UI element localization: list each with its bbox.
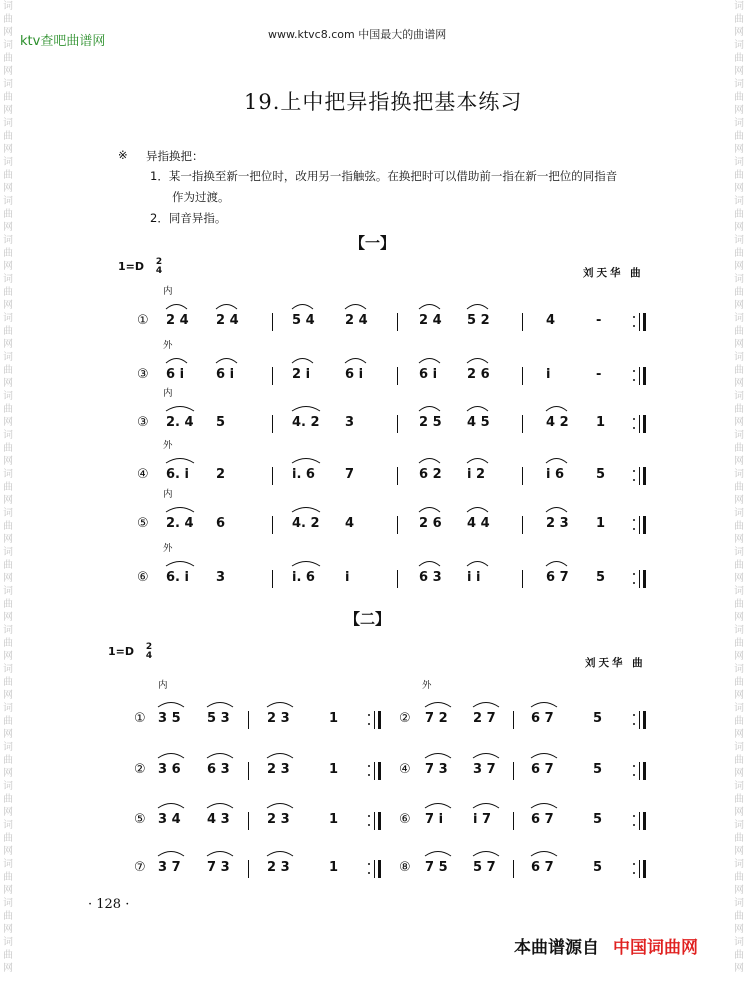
section2-note: 3 4 [158, 812, 181, 827]
time-bottom: 4 [155, 266, 163, 276]
site-label-left: ktv查吧曲谱网 [20, 34, 106, 49]
section1-note: i. 6 [292, 570, 315, 585]
barline [248, 762, 249, 780]
slur-tie [425, 703, 451, 708]
watermark-glyph: 词 曲 网 [734, 508, 744, 545]
slur-tie [207, 703, 233, 708]
slur-tie [207, 852, 233, 857]
note-item1-line2: 作为过渡。 [172, 190, 230, 204]
section2-note: 2 3 [267, 711, 290, 726]
section1-label: 【一】 [350, 234, 396, 252]
section1-note: 2. 4 [166, 415, 194, 430]
section1-note: i i [467, 570, 481, 585]
slur-tie [158, 852, 184, 857]
watermark-glyph: 词 曲 网 [734, 664, 744, 701]
section1-note: - [596, 313, 602, 328]
repeat-dot [633, 815, 635, 817]
watermark-glyph: 词 曲 网 [734, 79, 744, 116]
section2-note: 1 [329, 711, 339, 726]
barline [639, 860, 640, 878]
watermark-glyph: 词 曲 网 [3, 625, 13, 662]
section2-note: 7 5 [425, 860, 448, 875]
fingering-hint: 外 [163, 543, 173, 554]
barline [639, 711, 640, 729]
section1-note: 2. 4 [166, 516, 194, 531]
watermark-glyph: 词 曲 网 [3, 196, 13, 233]
watermark-glyph: 词 曲 网 [734, 898, 744, 935]
end-barline [643, 762, 646, 780]
watermark-glyph: 词 曲 网 [3, 274, 13, 311]
watermark-glyph: 词 曲 网 [734, 625, 744, 662]
section1-note: i 2 [467, 467, 486, 482]
section2-note: 1 [329, 860, 339, 875]
section2-note: 6 3 [207, 762, 230, 777]
repeat-dot [633, 824, 635, 826]
repeat-dot [633, 723, 635, 725]
watermark-glyph: 词 曲 网 [3, 664, 13, 701]
section2-note: 7 3 [425, 762, 448, 777]
watermark-glyph: 词 曲 网 [734, 352, 744, 389]
note-heading: 异指换把： [146, 149, 204, 163]
repeat-dot [368, 872, 370, 874]
watermark-glyph: 词 曲 网 [734, 430, 744, 467]
barline [374, 711, 375, 729]
time-bottom: 4 [145, 651, 153, 661]
section1-note: i. 6 [292, 467, 315, 482]
barline [374, 812, 375, 830]
watermark-glyph: 词 曲 网 [734, 703, 744, 740]
section1-note: i [345, 570, 350, 585]
fingering-hint: 外 [163, 440, 173, 451]
section2-note: 6 7 [531, 812, 554, 827]
section1-note: 6 [216, 516, 226, 531]
section2-note: 5 [593, 711, 603, 726]
barline [639, 812, 640, 830]
watermark-glyph: 词 曲 网 [3, 820, 13, 857]
slur-tie [531, 703, 557, 708]
fingering-hint: 内 [158, 680, 168, 691]
section1-note: 5 2 [467, 313, 490, 328]
section2-row-number-left: ⑦ [134, 860, 146, 875]
fingering-hint: 内 [163, 489, 173, 500]
watermark-glyph: 词 曲 网 [3, 859, 13, 896]
fingering-hint: 外 [163, 340, 173, 351]
section2-note: 2 7 [473, 711, 496, 726]
section1-note: 6 i [166, 367, 185, 382]
slur-tie [531, 754, 557, 759]
section1-note: 5 [216, 415, 226, 430]
section2-note: 5 [593, 812, 603, 827]
section2-note: i 7 [473, 812, 492, 827]
watermark-glyph: 词 曲 网 [3, 781, 13, 818]
repeat-dot [368, 765, 370, 767]
repeat-dot [633, 872, 635, 874]
section1-note: i [546, 367, 551, 382]
section1-note: 5 [596, 467, 606, 482]
watermark-glyph: 词 曲 网 [734, 1, 744, 38]
section2-note: 5 3 [207, 711, 230, 726]
watermark-glyph: 词 曲 网 [734, 469, 744, 506]
watermark-glyph: 词 曲 网 [734, 391, 744, 428]
section1-note: 2 4 [419, 313, 442, 328]
section1-note: 3 [216, 570, 226, 585]
section1-note: 4 4 [467, 516, 490, 531]
note-mark: ※ [118, 148, 128, 162]
barline [248, 860, 249, 878]
slur-tie [425, 852, 451, 857]
source-label: 本曲谱源自 [514, 938, 599, 958]
slur-tie [158, 703, 184, 708]
section2-note: 3 7 [473, 762, 496, 777]
watermark-glyph: 词 曲 网 [734, 820, 744, 857]
slur-tie [207, 804, 233, 809]
watermark-glyph: 词 曲 网 [3, 235, 13, 272]
section2-row-number-right: ⑥ [399, 812, 411, 827]
end-barline [378, 762, 381, 780]
repeat-dot [368, 723, 370, 725]
note-item1-line1: 1．某一指换至新一把位时，改用另一指触弦。在换把时可以借助前一指在新一把位的同指音 [150, 169, 618, 183]
section1-row-number: ③ [137, 367, 149, 382]
section1-note: 2 [216, 467, 226, 482]
section1-note: 6 3 [419, 570, 442, 585]
section1-note: 6 2 [419, 467, 442, 482]
watermark-glyph: 词 曲 网 [3, 391, 13, 428]
section2-note: 5 [593, 860, 603, 875]
watermark-glyph: 词 曲 网 [3, 430, 13, 467]
note-item2: 2．同音异指。 [150, 211, 227, 225]
slur-tie [473, 754, 499, 759]
watermark-glyph: 词 曲 网 [3, 742, 13, 779]
watermark-glyph: 词 曲 网 [3, 1, 13, 38]
section2-note: 1 [329, 812, 339, 827]
section1-note: 1 [596, 415, 606, 430]
watermark-glyph: 词 曲 网 [734, 937, 744, 974]
section1-composer: 刘天华 曲 [583, 267, 644, 279]
slur-tie [267, 754, 293, 759]
watermark-glyph: 词 曲 网 [3, 157, 13, 194]
section2-note: 6 7 [531, 860, 554, 875]
slur-tie [473, 852, 499, 857]
watermark-glyph: 词 曲 网 [3, 937, 13, 974]
section2-label: 【二】 [345, 610, 391, 628]
watermark-glyph: 词 曲 网 [734, 118, 744, 155]
section1-key: 1=D [118, 260, 145, 273]
watermark-glyph: 词 曲 网 [734, 157, 744, 194]
section1-note: 6 i [216, 367, 235, 382]
repeat-dot [633, 863, 635, 865]
section2-key: 1=D [108, 645, 135, 658]
fingering-hint: 内 [163, 388, 173, 399]
section1-note: 6. i [166, 467, 189, 482]
section2-row-number-right: ④ [399, 762, 411, 777]
watermark-glyph: 词 曲 网 [3, 898, 13, 935]
section1-note: 7 [345, 467, 355, 482]
section1-note: 1 [596, 516, 606, 531]
section1-note: 3 [345, 415, 355, 430]
section2-note: 2 3 [267, 860, 290, 875]
watermark-glyph: 词 曲 网 [3, 586, 13, 623]
end-barline [378, 711, 381, 729]
section2-row-number-left: ① [134, 711, 146, 726]
slur-tie [473, 703, 499, 708]
repeat-dot [633, 714, 635, 716]
watermark-glyph: 词 曲 网 [734, 586, 744, 623]
section2-note: 3 5 [158, 711, 181, 726]
watermark-glyph: 词 曲 网 [3, 469, 13, 506]
barline [248, 711, 249, 729]
section1-note: 6 i [419, 367, 438, 382]
slur-tie [158, 754, 184, 759]
time-top: 2 [155, 257, 163, 267]
section2-note: 7 2 [425, 711, 448, 726]
section1-note: - [596, 367, 602, 382]
page-title: 19.上中把异指换把基本练习 [244, 90, 523, 114]
watermark-glyph: 词 曲 网 [3, 79, 13, 116]
watermark-glyph: 词 曲 网 [734, 40, 744, 77]
section2-note: 4 3 [207, 812, 230, 827]
slur-tie [267, 804, 293, 809]
source-note [514, 933, 698, 958]
time-top: 2 [145, 642, 153, 652]
site-label-top: www.ktvc8.com 中国最大的曲谱网 [268, 28, 447, 41]
section1-note: 2 6 [419, 516, 442, 531]
repeat-dot [633, 765, 635, 767]
section2-row-number-left: ② [134, 762, 146, 777]
barline [513, 762, 514, 780]
section2-note: 5 [593, 762, 603, 777]
end-barline [643, 860, 646, 878]
section1-note: 2 6 [467, 367, 490, 382]
section2-composer: 刘天华 曲 [585, 657, 646, 669]
section1-note: 4 [345, 516, 355, 531]
section1-note: 2 5 [419, 415, 442, 430]
end-barline [643, 812, 646, 830]
section1-note: 2 4 [166, 313, 189, 328]
section1-note: 4 5 [467, 415, 490, 430]
fingering-hint: 内 [163, 286, 173, 297]
watermark-glyph: 词 曲 网 [3, 313, 13, 350]
section1-note: 5 4 [292, 313, 315, 328]
watermark-glyph: 词 曲 网 [734, 547, 744, 584]
slur-tie [207, 754, 233, 759]
barline [513, 711, 514, 729]
section1-note: 6. i [166, 570, 189, 585]
section2-note: 3 6 [158, 762, 181, 777]
section1-note: 4 [546, 313, 556, 328]
section2-row-number-right: ② [399, 711, 411, 726]
slur-tie [473, 804, 499, 809]
end-barline [643, 711, 646, 729]
section1-row-number: ⑤ [137, 516, 149, 531]
slur-tie [531, 804, 557, 809]
section1-note: 2 i [292, 367, 311, 382]
watermark-glyph: 词 曲 网 [3, 118, 13, 155]
section2-note: 6 7 [531, 711, 554, 726]
source-site: 中国词曲网 [613, 938, 698, 958]
section1-note: 4 2 [546, 415, 569, 430]
section1-note: 5 [596, 570, 606, 585]
section1-row-number: ⑥ [137, 570, 149, 585]
watermark-glyph: 词 曲 网 [3, 352, 13, 389]
section2-row-number-right: ⑧ [399, 860, 411, 875]
barline [513, 860, 514, 878]
page-number: · 128 · [88, 897, 130, 912]
watermark-glyph: 词 曲 网 [734, 742, 744, 779]
section1-row-number: ④ [137, 467, 149, 482]
section1-note: 6 7 [546, 570, 569, 585]
repeat-dot [368, 774, 370, 776]
watermark-glyph: 词 曲 网 [734, 274, 744, 311]
end-barline [378, 812, 381, 830]
watermark-glyph: 词 曲 网 [734, 859, 744, 896]
section2-note: 2 3 [267, 762, 290, 777]
section2-note: 1 [329, 762, 339, 777]
section1-row-number: ① [137, 313, 149, 328]
repeat-dot [368, 815, 370, 817]
watermark-glyph: 词 曲 网 [734, 235, 744, 272]
section2-note: 2 3 [267, 812, 290, 827]
watermark-glyph: 词 曲 网 [734, 781, 744, 818]
repeat-dot [368, 824, 370, 826]
barline [639, 762, 640, 780]
end-barline [378, 860, 381, 878]
repeat-dot [633, 774, 635, 776]
section1-note: 2 4 [345, 313, 368, 328]
section1-note: i 6 [546, 467, 565, 482]
watermark-glyph: 词 曲 网 [3, 703, 13, 740]
barline [513, 812, 514, 830]
repeat-dot [368, 714, 370, 716]
slur-tie [267, 703, 293, 708]
barline [374, 762, 375, 780]
slur-tie [425, 754, 451, 759]
repeat-dot [368, 863, 370, 865]
watermark-glyph: 词 曲 网 [3, 508, 13, 545]
watermark-glyph: 词 曲 网 [734, 196, 744, 233]
slur-tie [531, 852, 557, 857]
section1-note: 4. 2 [292, 415, 320, 430]
section1-note: 4. 2 [292, 516, 320, 531]
slur-tie [267, 852, 293, 857]
watermark-glyph: 词 曲 网 [3, 40, 13, 77]
section1-note: 6 i [345, 367, 364, 382]
slur-tie [158, 804, 184, 809]
section2-note: 6 7 [531, 762, 554, 777]
section2-note: 3 7 [158, 860, 181, 875]
fingering-hint: 外 [422, 680, 432, 691]
slur-tie [425, 804, 451, 809]
section2-note: 7 i [425, 812, 444, 827]
section2-note: 7 3 [207, 860, 230, 875]
section2-note: 5 7 [473, 860, 496, 875]
barline [248, 812, 249, 830]
watermark-glyph: 词 曲 网 [734, 313, 744, 350]
section1-row-number: ③ [137, 415, 149, 430]
section2-row-number-left: ⑤ [134, 812, 146, 827]
watermark-glyph: 词 曲 网 [3, 547, 13, 584]
section1-note: 2 4 [216, 313, 239, 328]
barline [374, 860, 375, 878]
section1-note: 2 3 [546, 516, 569, 531]
